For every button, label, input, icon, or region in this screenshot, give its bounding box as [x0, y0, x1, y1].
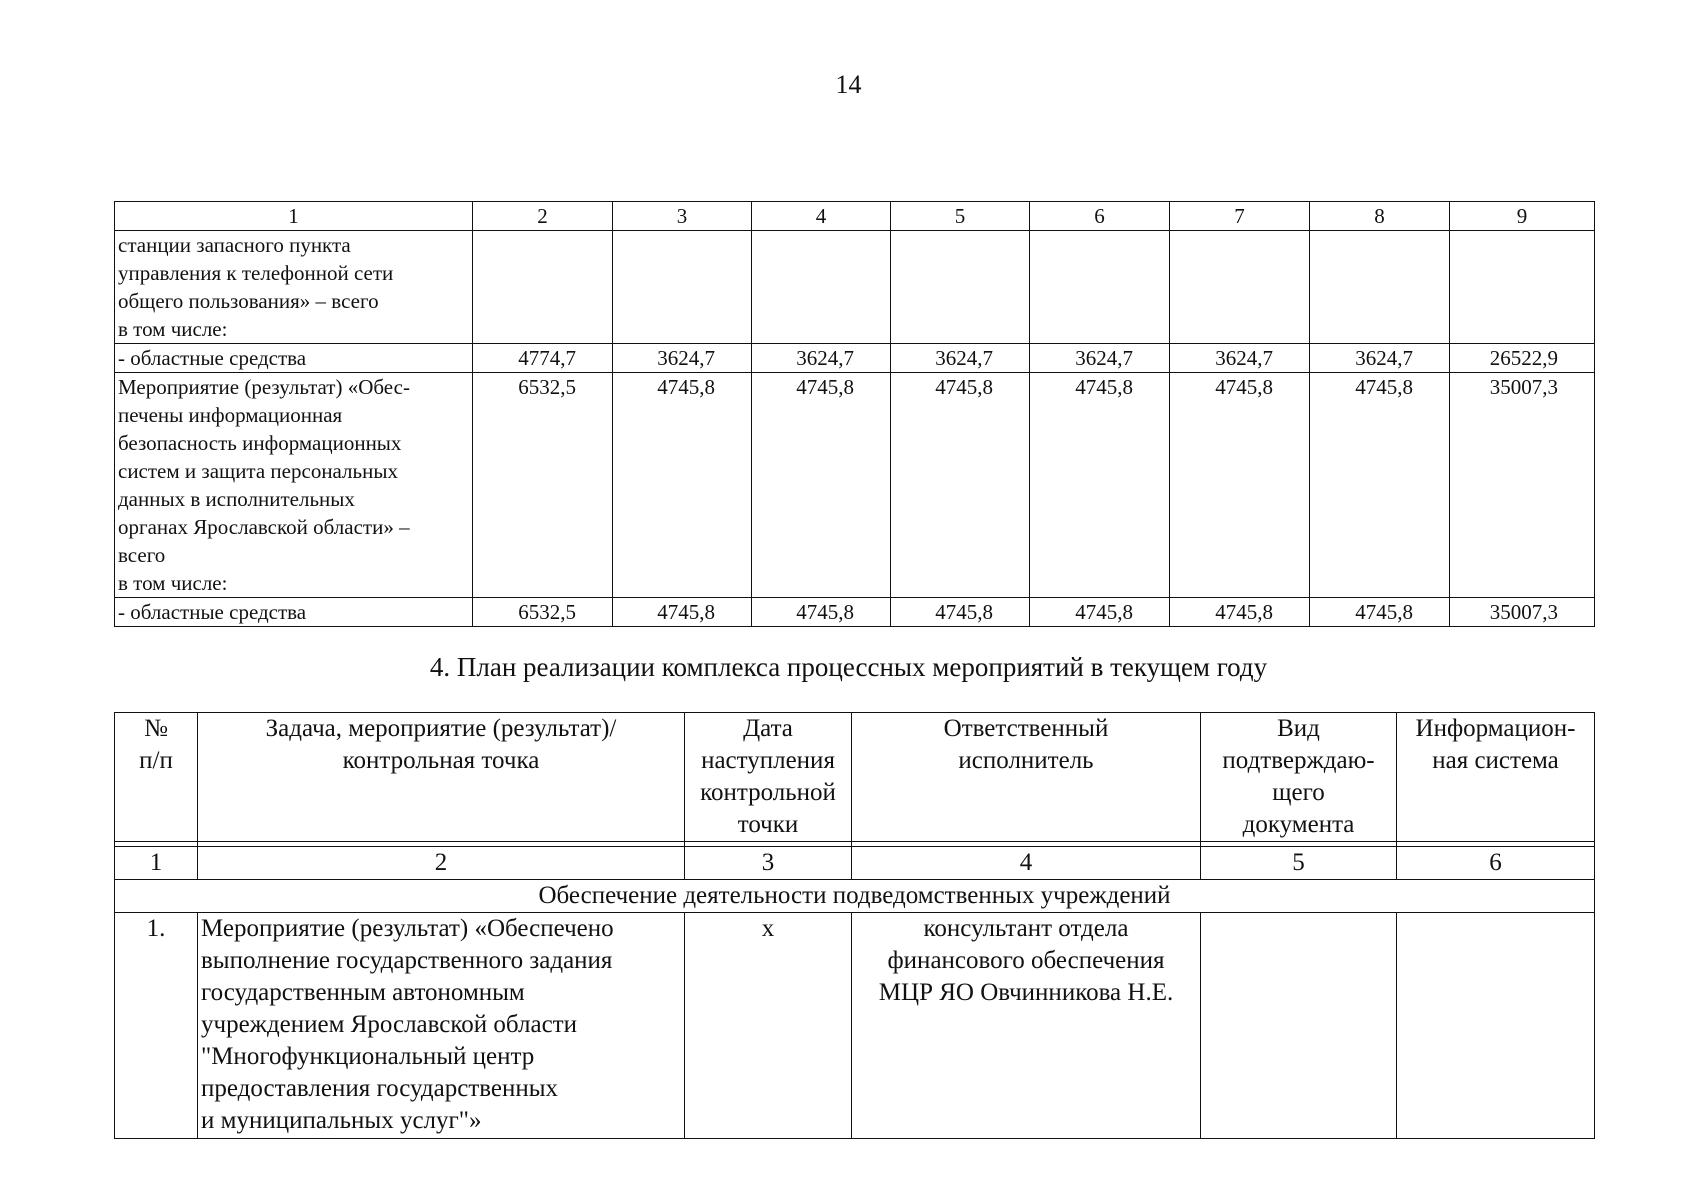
- table-row: [115, 913, 1595, 1139]
- value-cell: 3624,7: [613, 344, 752, 373]
- header-line: подтверждаю-: [1222, 747, 1375, 774]
- section-title: 4. План реализации комплекса процессных мероприятий в текущем году: [429, 652, 1268, 682]
- budget-col-header: 9: [1450, 202, 1595, 231]
- plan-col-header: [1397, 713, 1595, 842]
- value-cell: 4774,7: [473, 344, 613, 373]
- value-cell: 3624,7: [1170, 344, 1310, 373]
- header-line: контрольная точка: [342, 747, 540, 774]
- group-row: [115, 880, 1595, 913]
- value-cell: 4745,8: [613, 598, 752, 627]
- value-cell: [1030, 231, 1170, 344]
- value-cell: 4745,8: [1170, 598, 1310, 627]
- label-line: в том числе:: [118, 317, 228, 341]
- header-line: №: [144, 715, 168, 742]
- responsible-line: консультант отдела: [923, 915, 1129, 942]
- value-cell: 4745,8: [1170, 373, 1310, 598]
- value-cell: [891, 231, 1030, 344]
- label-line: общего пользования» – всего: [118, 289, 379, 313]
- value-cell: [752, 231, 891, 344]
- header-line: точки: [737, 811, 799, 838]
- label-line: органах Ярославской области» –: [118, 515, 410, 539]
- value-cell: [613, 231, 752, 344]
- value-cell: 4745,8: [1030, 373, 1170, 598]
- plan-col-header: [852, 713, 1201, 842]
- header-line: документа: [1242, 811, 1355, 838]
- header-line: Ответственный: [943, 715, 1109, 742]
- plan-col-header: [1201, 713, 1397, 842]
- budget-col-header: 8: [1310, 202, 1450, 231]
- label-line: систем и защита персональных: [118, 459, 398, 483]
- plan-col-header: [115, 713, 198, 842]
- task-line: и муниципальных услуг"»: [201, 1107, 482, 1134]
- value-cell: 35007,3: [1450, 598, 1595, 627]
- header-line: контрольной: [700, 779, 836, 806]
- plan-col-header: [685, 713, 852, 842]
- value-cell: 6532,5: [473, 598, 613, 627]
- header-line: Дата: [743, 715, 793, 742]
- column-number: 1: [115, 847, 198, 880]
- label-line: печены информационная: [118, 403, 343, 427]
- row-label: [115, 373, 473, 598]
- table-row: [115, 598, 1595, 627]
- table-row: [115, 344, 1595, 373]
- value-cell: 4745,8: [891, 373, 1030, 598]
- budget-table: [114, 201, 1595, 627]
- responsible-line: МЦР ЯО Овчинникова Н.Е.: [878, 979, 1174, 1006]
- value-cell: 4745,8: [1310, 373, 1450, 598]
- budget-col-header: 7: [1170, 202, 1310, 231]
- value-cell: 6532,5: [473, 373, 613, 598]
- header-line: Задача, мероприятие (результат)/: [265, 715, 617, 742]
- budget-table-header-row: [115, 202, 1595, 231]
- value-cell: 3624,7: [891, 344, 1030, 373]
- label-line: управления к телефонной сети: [118, 261, 394, 285]
- task-line: учреждением Ярославской области: [201, 1011, 577, 1038]
- task-cell: [198, 913, 685, 1139]
- value-cell: 4745,8: [1030, 598, 1170, 627]
- budget-col-header: 2: [473, 202, 613, 231]
- budget-col-header: 5: [891, 202, 1030, 231]
- header-line: щего: [1272, 779, 1325, 806]
- task-line: государственным автономным: [201, 979, 525, 1006]
- value-cell: 4745,8: [891, 598, 1030, 627]
- label-line: данных в исполнительных: [118, 487, 355, 511]
- table-row: [115, 373, 1595, 598]
- task-line: Мероприятие (результат) «Обеспечено: [201, 915, 614, 942]
- task-line: выполнение государственного задания: [201, 947, 613, 974]
- row-number: 1.: [115, 913, 198, 1139]
- page-number: 14: [835, 70, 862, 99]
- budget-col-header: 4: [752, 202, 891, 231]
- header-line: ная система: [1432, 747, 1559, 774]
- table-row: [115, 231, 1595, 344]
- header-line: исполнитель: [958, 747, 1094, 774]
- value-cell: [1450, 231, 1595, 344]
- group-title: Обеспечение деятельности подведомственных учреждений: [115, 880, 1595, 913]
- control-date: х: [685, 913, 852, 1139]
- value-cell: 4745,8: [752, 598, 891, 627]
- header-line: п/п: [139, 747, 173, 774]
- row-label: [115, 231, 473, 344]
- label-line: станции запасного пункта: [118, 233, 351, 257]
- column-number: 6: [1397, 847, 1595, 880]
- value-cell: [473, 231, 613, 344]
- budget-col-header: 6: [1030, 202, 1170, 231]
- header-line: наступления: [701, 747, 835, 774]
- header-line: Вид: [1277, 715, 1320, 742]
- document-type-cell: [1201, 913, 1397, 1139]
- plan-table: [114, 712, 1595, 1139]
- value-cell: 4745,8: [752, 373, 891, 598]
- column-number: 4: [852, 847, 1201, 880]
- plan-table-header-row: [115, 713, 1595, 842]
- column-number: 3: [685, 847, 852, 880]
- label-line: всего: [118, 543, 166, 567]
- task-line: "Многофункциональный центр: [201, 1043, 535, 1070]
- responsible-cell: [852, 913, 1201, 1139]
- value-cell: 3624,7: [1030, 344, 1170, 373]
- value-cell: 3624,7: [1310, 344, 1450, 373]
- row-label: - областные средства: [115, 598, 473, 627]
- column-number: 5: [1201, 847, 1397, 880]
- header-line: Информацион-: [1415, 715, 1576, 742]
- value-cell: [1170, 231, 1310, 344]
- task-line: предоставления государственных: [201, 1075, 559, 1102]
- value-cell: 4745,8: [1310, 598, 1450, 627]
- label-line: в том числе:: [118, 571, 228, 595]
- value-cell: [1310, 231, 1450, 344]
- info-system-cell: [1397, 913, 1595, 1139]
- responsible-line: финансового обеспечения: [887, 947, 1165, 974]
- row-label: - областные средства: [115, 344, 473, 373]
- value-cell: 35007,3: [1450, 373, 1595, 598]
- column-number: 2: [198, 847, 685, 880]
- label-line: Мероприятие (результат) «Обес-: [118, 375, 410, 399]
- value-cell: 26522,9: [1450, 344, 1595, 373]
- budget-col-header: 1: [115, 202, 473, 231]
- value-cell: 3624,7: [752, 344, 891, 373]
- budget-col-header: 3: [613, 202, 752, 231]
- label-line: безопасность информационных: [118, 431, 402, 455]
- value-cell: 4745,8: [613, 373, 752, 598]
- column-number-row: [115, 847, 1595, 880]
- plan-col-header: [198, 713, 685, 842]
